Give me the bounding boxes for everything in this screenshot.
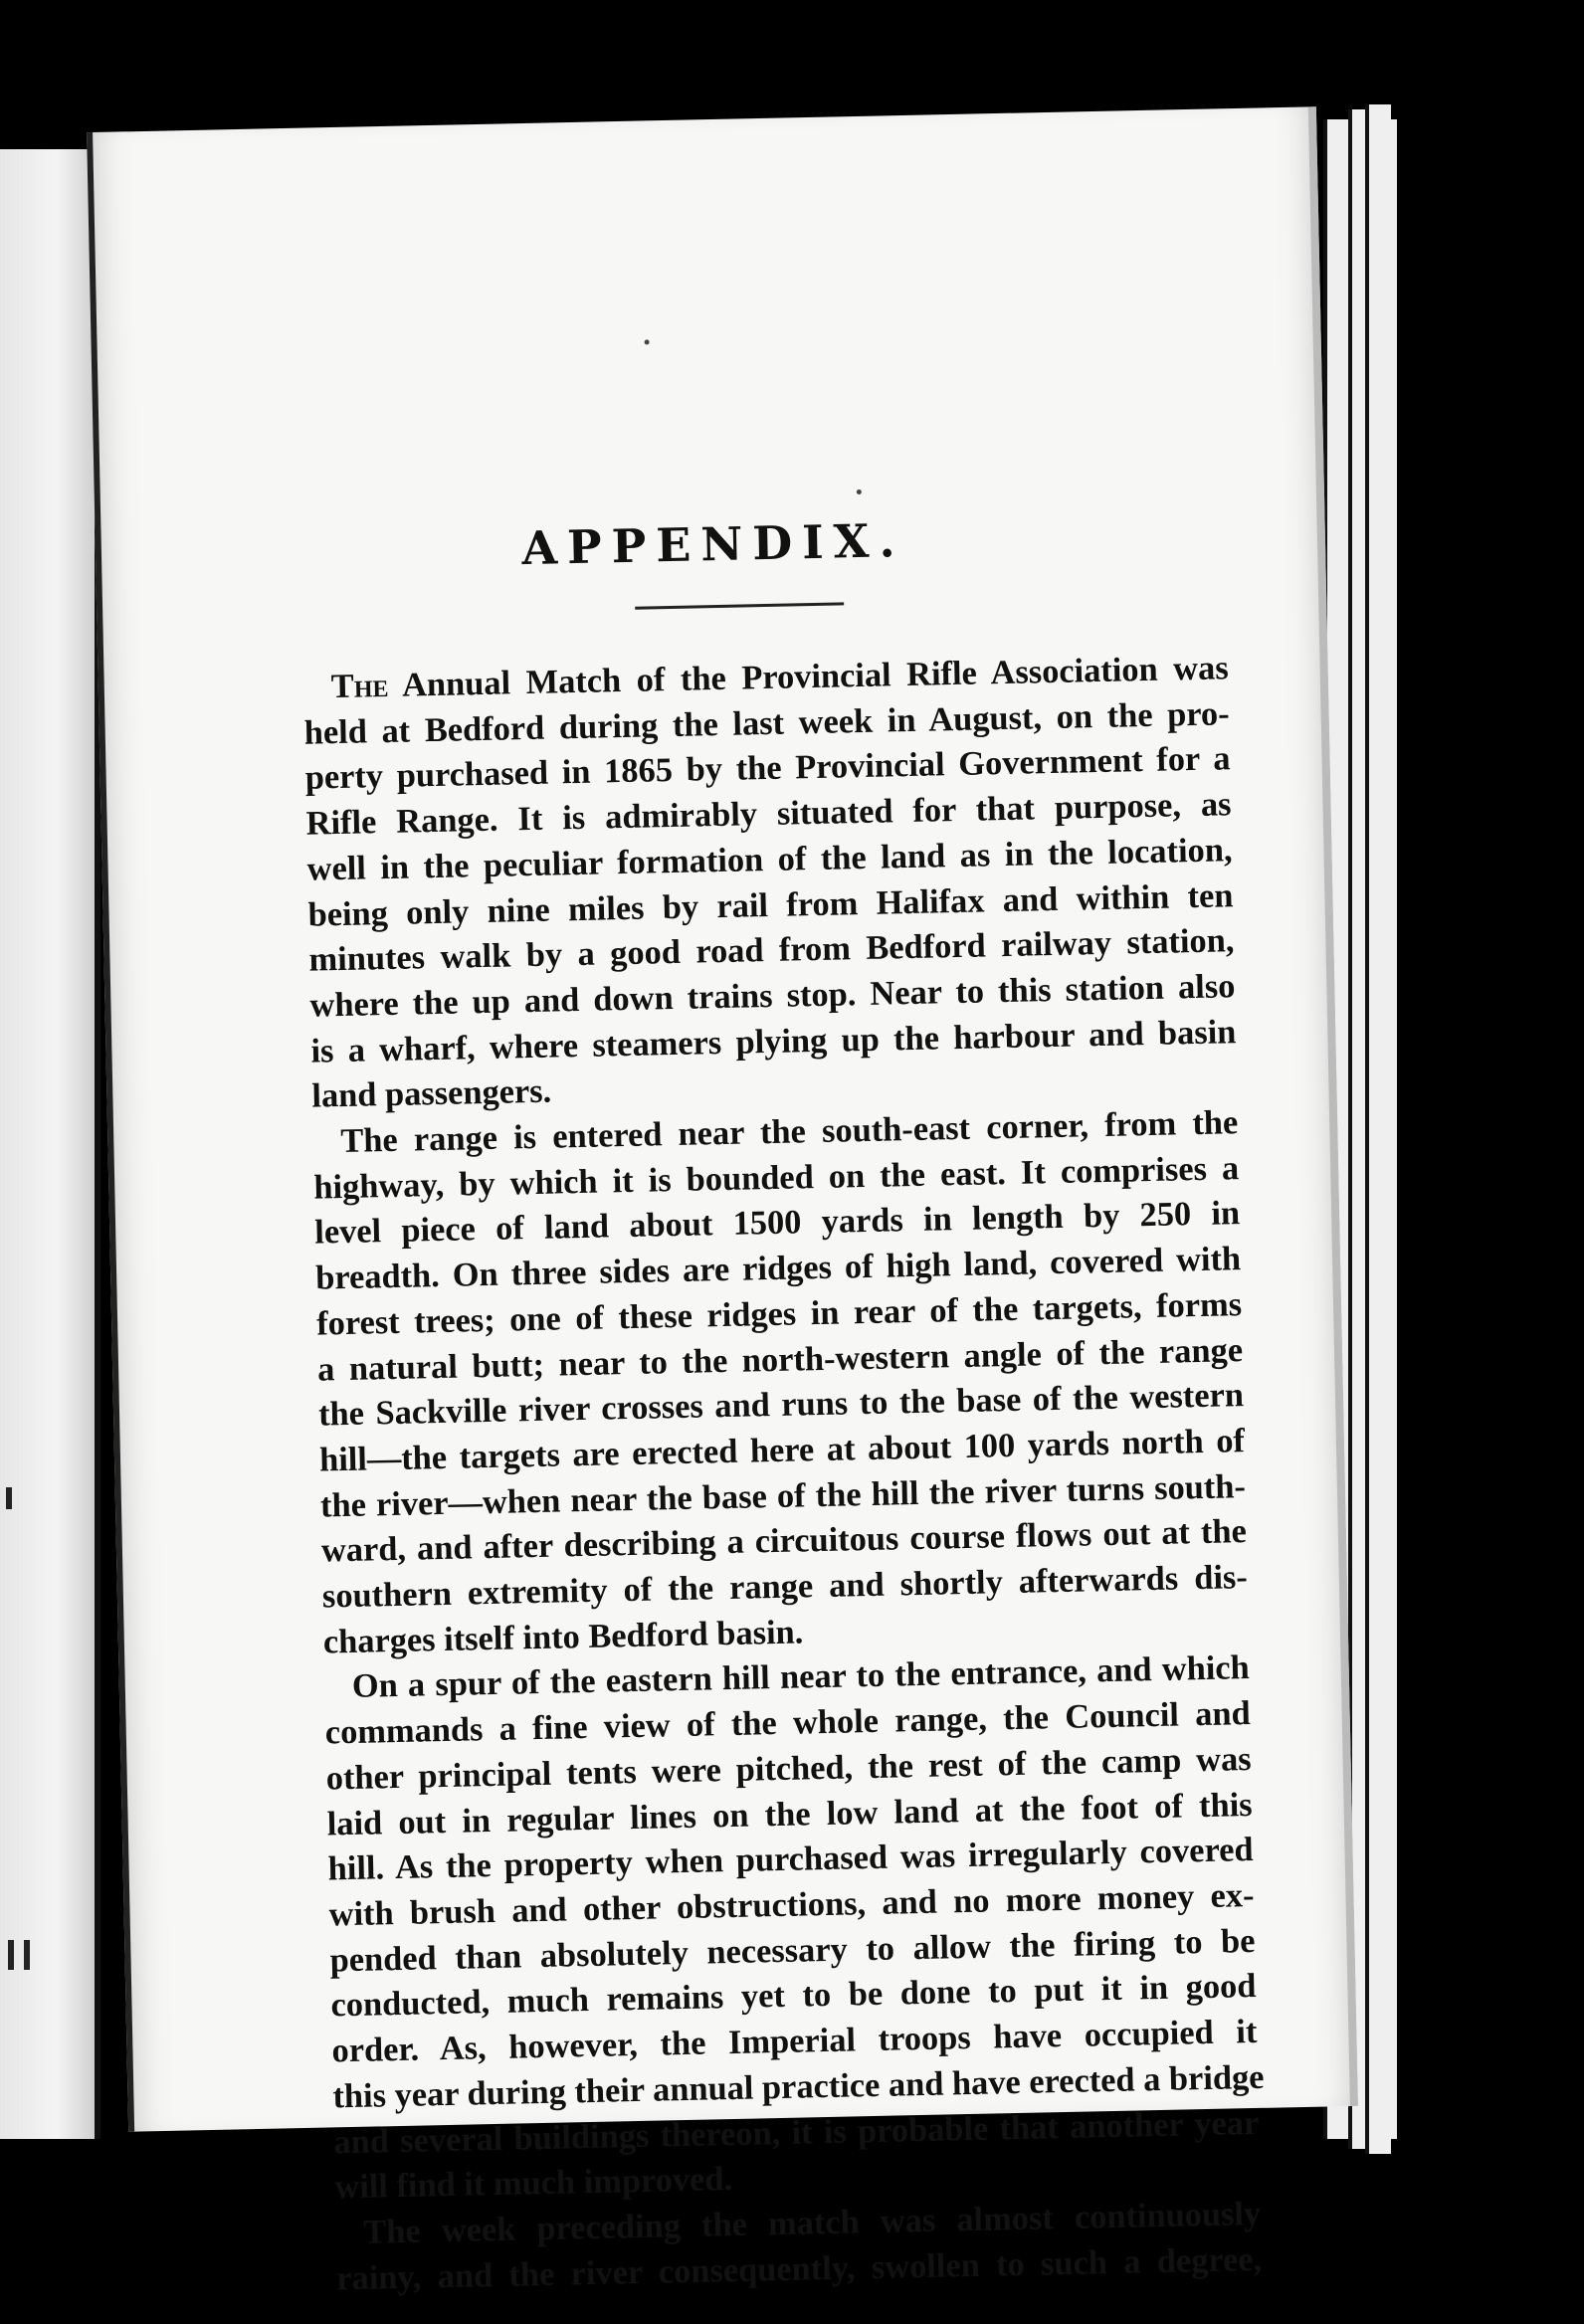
text-line: well in the peculiar formation of the land as in the location, <box>306 831 1233 888</box>
text-line: level piece of land about 1500 yards in length by 250 in <box>313 1194 1241 1253</box>
text-line: rainy, and the river consequently, swollen to such a degree, <box>335 2239 1263 2297</box>
text-line: perty purchased in 1865 by the Provincial Government for a <box>304 739 1231 798</box>
text-line: held at Bedford during the last week in August, on the pro- <box>303 693 1230 752</box>
facing-page-edge <box>0 149 100 2139</box>
text-line: land passengers. <box>311 1071 552 1115</box>
title-rule <box>635 602 844 609</box>
paragraph <box>323 1646 1265 2212</box>
text-line: being only nine miles by rail from Halifax and within ten <box>307 875 1234 934</box>
text-line: The range is entered near the south-east corner, from the <box>339 1103 1239 1161</box>
scan-speck <box>857 489 862 494</box>
facing-page-mark <box>8 1940 14 1970</box>
text-line: where the up and down trains stop. Near to this station also <box>309 967 1236 1025</box>
text-line: minutes walk by a good road from Bedford railway station, <box>308 921 1235 979</box>
paragraph <box>302 646 1237 1119</box>
text-line: forest trees; one of these ridges in rear of the targets, forms <box>315 1284 1243 1343</box>
text-line: the river—when near the base of the hill the river turns south- <box>319 1466 1247 1525</box>
text-line: On a spur of the eastern hill near to the entrance, and which <box>351 1648 1251 1706</box>
line-rest: Annual Match of the Provincial Rifle Association was <box>388 649 1230 704</box>
text-line: order. As, however, the Imperial troops have occupied it <box>331 2013 1258 2070</box>
page-title: APPENDIX. <box>520 513 905 576</box>
facing-page-mark <box>24 1940 30 1970</box>
text-line: other principal tents were pitched, the rest of the camp was <box>325 1739 1252 1798</box>
text-line: a natural butt; near to the north-western angle of the range <box>316 1330 1244 1389</box>
text-line: and several buildings thereon, it is probable that another year <box>333 2103 1260 2161</box>
text-line: will find it much improved. <box>334 2160 733 2207</box>
text-line: the Sackville river crosses and runs to the base of the western <box>317 1376 1245 1434</box>
text-line: hill. As the property when purchased was irregularly covered <box>327 1831 1254 1888</box>
lead-word: The <box>330 666 389 706</box>
book-page <box>87 106 1358 2297</box>
text-line: highway, by which it is bounded on the east. It comprises a <box>312 1148 1240 1207</box>
page-stack-edge <box>1365 104 1391 2154</box>
paragraph <box>335 2192 1263 2302</box>
text-line: Rifle Range. It is admirably situated for that purpose, as <box>305 785 1232 843</box>
text-line: pended than absolutely necessary to allow the firing to be <box>329 1921 1256 1980</box>
text-line: The week preceding the match was almost continuously <box>362 2194 1262 2251</box>
text-line: charges itself into Bedford basin. <box>322 1613 804 1661</box>
facing-page-mark <box>6 1487 12 1509</box>
scan-speck <box>645 339 650 344</box>
text-line: breadth. On three sides are ridges of high land, covered with <box>314 1240 1242 1297</box>
paragraph <box>312 1100 1249 1665</box>
text-line: ward, and after describing a circuitous course flows out at the <box>320 1512 1248 1570</box>
text-line: southern extremity of the range and shortly afterwards dis- <box>321 1558 1249 1616</box>
text-line: laid out in regular lines on the low land at the foot of this <box>326 1785 1253 1843</box>
text-line: is a wharf, where steamers plying up the harbour and basin <box>310 1012 1237 1070</box>
body-text <box>302 646 1265 2301</box>
text-line: this year during their annual practice and have erected a bridge <box>332 2057 1265 2116</box>
text-line: commands a fine view of the whole range, the Council and <box>324 1694 1252 1752</box>
text-line: conducted, much remains yet to be done to put it in good <box>330 1967 1257 2025</box>
text-line: with brush and other obstructions, and no more money ex- <box>328 1875 1255 1934</box>
text-line: hill—the targets are erected here at about 100 yards north of <box>318 1422 1246 1479</box>
